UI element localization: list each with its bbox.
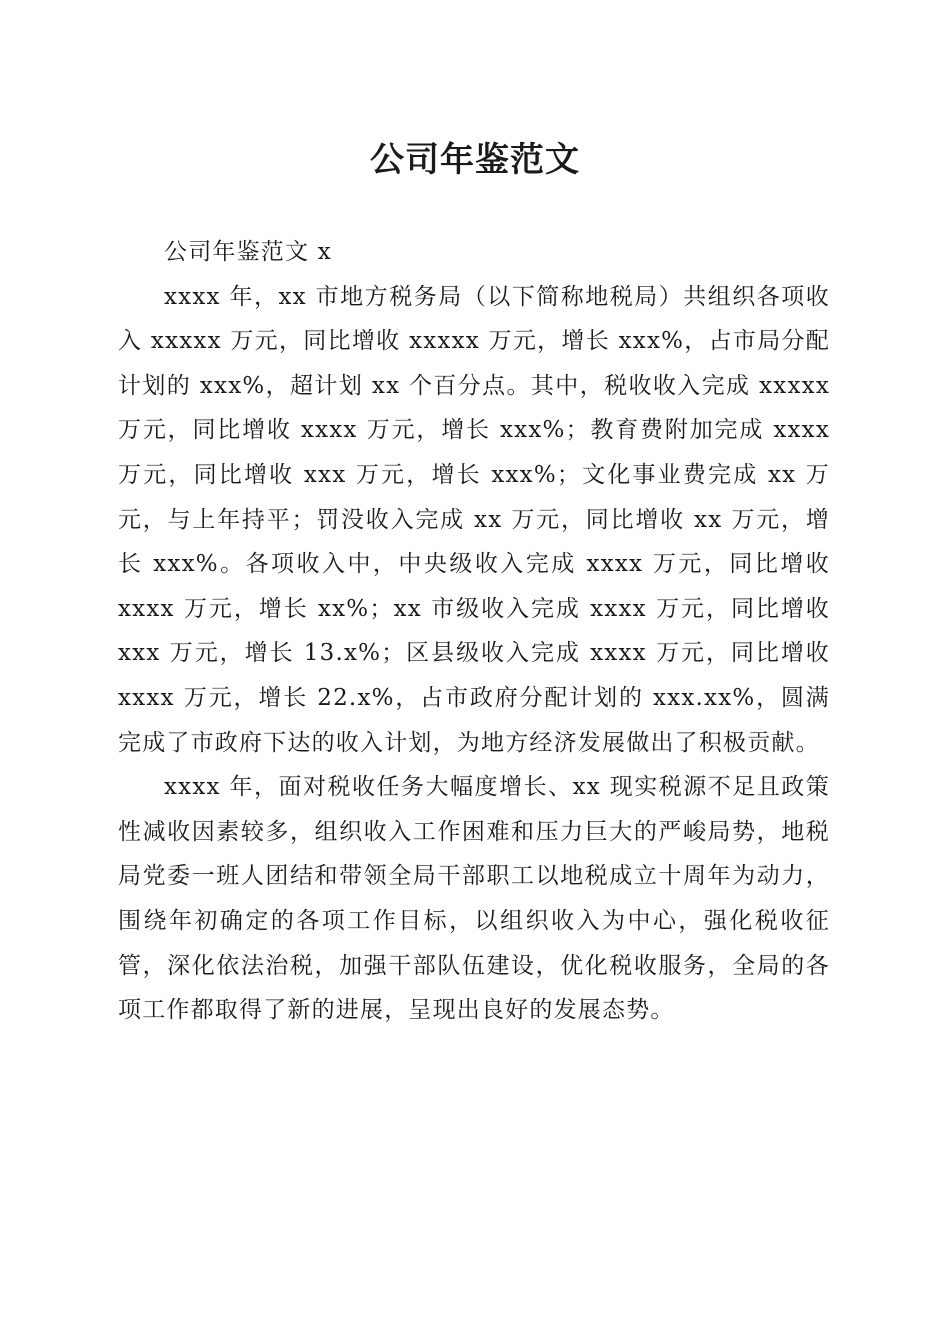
document-body	[118, 230, 830, 1033]
document-title: 公司年鉴范文	[370, 140, 580, 180]
paragraph-situation: xxxx 年，面对税收任务大幅度增长、xx 现实税源不足且政策性减收因素较多，组织收入工作困难和压力巨大的严峻局势，地税局党委一班人团结和带领全局干部职工以地税成立十周年为动力，围绕年初确定的各项工作目标，以组织收入为中心，强化税收征管，深化依法治税，加强干部队伍建设，优化税收服务，全局的各项工作都取得了新的进展，呈现出良好的发展态势。	[118, 774, 830, 1024]
document-subtitle: 公司年鉴范文 x	[164, 239, 332, 265]
paragraph-revenue: xxxx 年，xx 市地方税务局（以下简称地税局）共组织各项收入 xxxxx 万元，同比增收 xxxxx 万元，增长 xxx%，占市局分配计划的 xxx%，超计划 xx 个百分点。其中，税收收入完成 xxxxx 万元，同比增收 xxxx 万元，增长 xxx%；教育费附加完成 xxxx 万元，同比增收 xxx 万元，增长 xxx%；文化事业费完成 xx 万元，与上年持平；罚没收入完成 xx 万元，同比增收 xx 万元，增长 xxx%。各项收入中，中央级收入完成 xxxx 万元，同比增收 xxxx 万元，增长 xx%；xx 市级收入完成 xxxx 万元，同比增收 xxx 万元，增长 13.x%；区县级收入完成 xxxx 万元，同比增收 xxxx 万元，增长 22.x%，占市政府分配计划的 xxx.xx%，圆满完成了市政府下达的收入计划，为地方经济发展做出了积极贡献。	[118, 283, 830, 756]
